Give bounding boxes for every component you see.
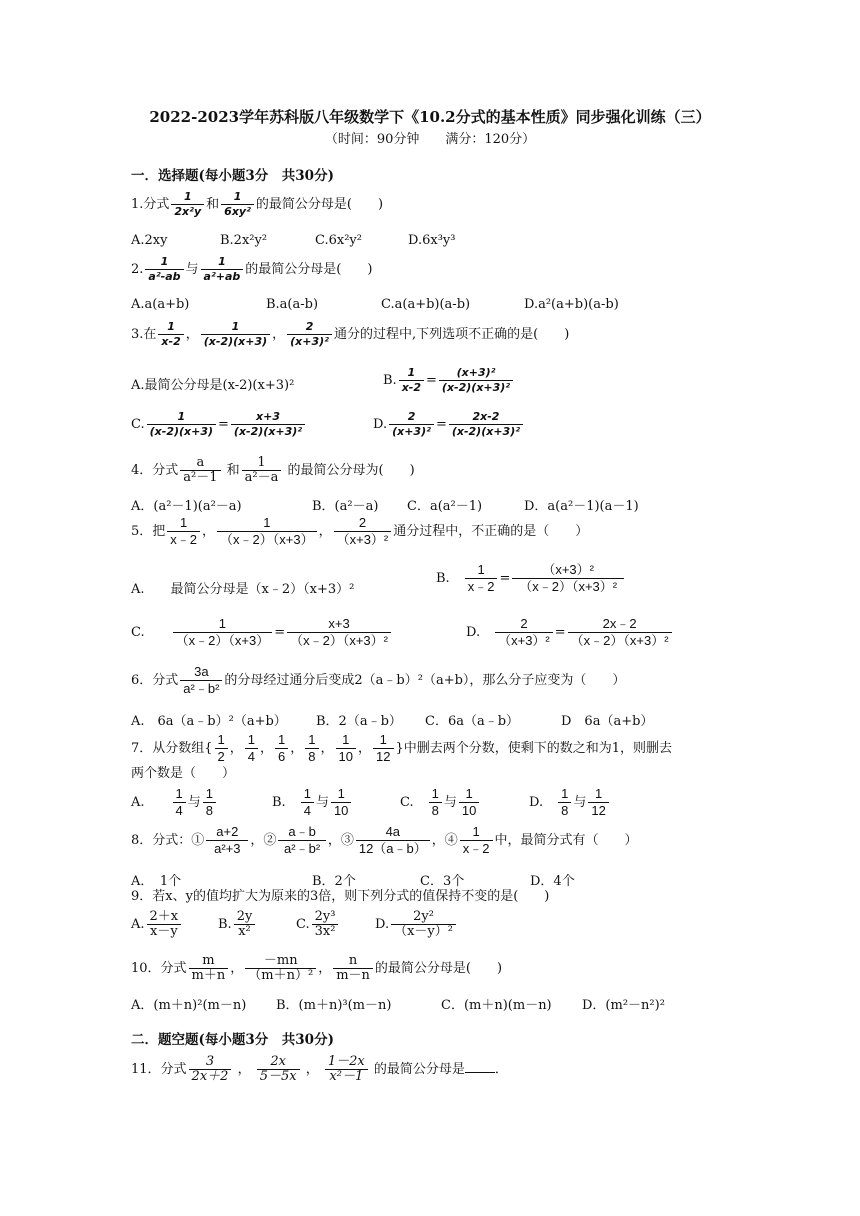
q9-option-c[interactable] <box>296 910 340 939</box>
q7-comma: ， <box>229 741 243 756</box>
q11-answer-blank[interactable] <box>465 1072 495 1073</box>
q7-option-b[interactable] <box>272 786 353 819</box>
q1-joiner: 和 <box>206 197 220 212</box>
q5-option-b[interactable]: B. $\frac{1}{x﹣2}$ = $\frac{\text{（x+3）²}}{\text{（x﹣2）（x+3）²}}$ <box>436 562 626 595</box>
q7-fraction-5: $\frac{1}{10}$ <box>336 732 356 765</box>
q7-comma: ， <box>320 741 334 756</box>
q6-option-a[interactable]: A. 6a（a﹣b）²（a+b） <box>131 714 287 729</box>
q6-option-b[interactable]: B．2（a﹣b） <box>316 714 402 729</box>
q10-option-d[interactable]: D．(m²－n²)² <box>582 998 665 1013</box>
q9-option-a-label: A. <box>131 917 145 932</box>
q3-d-left: $\frac{2}{\text{(x+3)²}}$ <box>389 410 434 439</box>
q8-option-a[interactable]: A． 1个 <box>131 874 182 889</box>
q8-option-b[interactable]: B．2个 <box>312 874 356 889</box>
q2-option-b[interactable]: B.a(a-b) <box>266 297 319 312</box>
q1-prefix: 1.分式 <box>131 197 170 212</box>
q10-comma: ， <box>318 961 332 976</box>
q9-option-b[interactable] <box>218 910 257 939</box>
q7-b-joiner: 与 <box>315 795 329 810</box>
q7-option-d[interactable] <box>529 786 611 819</box>
q1-option-c[interactable]: C.6x²y² <box>315 233 362 248</box>
q8-fraction-4: $\frac{1}{x﹣2}$ <box>460 824 493 857</box>
q2-fraction-1: $\frac{1}{\text{a²-ab}}$ <box>145 255 183 284</box>
q3-option-c[interactable]: C. $\frac{1}{(x-2)(x+3)}$ = $\frac{x+3}{\text{(x-2)(x+3)²}}$ <box>131 410 307 439</box>
q9-option-b-label: B. <box>218 917 232 932</box>
q3-comma-2: ， <box>272 327 286 342</box>
question-5 <box>131 515 588 548</box>
q11-comma: ， <box>305 1062 319 1077</box>
question-1 <box>131 190 383 219</box>
q5-d-right: $\frac{2x﹣2}{\text{（x﹣2）（x+3）²}}$ <box>568 616 672 649</box>
q11-fraction-3: $\frac{1-2x}{\text{x²－1}}$ <box>325 1055 368 1084</box>
q11-prefix: 11．分式 <box>131 1062 187 1077</box>
q9-a-frac: $\frac{2+x}{x-y}$ <box>147 910 182 939</box>
q5-fraction-2: $\frac{1}{(x﹣2)(x+3)}$ <box>217 515 317 548</box>
q5-fraction-1: $\frac{1}{x﹣2}$ <box>167 515 200 548</box>
q7-stem-line-2: 两个数是（ ） <box>131 766 236 781</box>
q9-b-frac: $\frac{2y}{\text{x²}}$ <box>234 910 256 939</box>
q5-c-left: $\frac{1}{(x﹣2)(x+3)}$ <box>173 616 273 649</box>
q11-period: ． <box>494 1062 508 1077</box>
q4-prefix: 4．分式 <box>131 463 179 478</box>
q7-c-frac-1: $\frac{1}{8}$ <box>429 786 442 819</box>
q3-fraction-1: $\frac{1}{x-2}$ <box>158 320 183 349</box>
section-2-heading: 二．题空题(每小题3分 共30分) <box>131 1032 334 1048</box>
q9-d-frac: $\frac{\text{2y²}}{\text{（x－y）²}}$ <box>391 910 456 939</box>
question-10 <box>131 954 502 983</box>
q3-option-d[interactable]: D. $\frac{2}{\text{(x+3)²}}$ = $\frac{2x-2}{\text{(x-2)(x+3)²}}$ <box>373 410 525 439</box>
q9-option-c-label: C. <box>296 917 310 932</box>
q10-fraction-3: $\frac{n}{m-n}$ <box>333 954 373 983</box>
q10-prefix: 10．分式 <box>131 961 187 976</box>
q7-option-c[interactable] <box>400 786 481 819</box>
q9-option-d[interactable] <box>375 910 458 939</box>
q8-stem-end: 中，最简分式有（ ） <box>494 833 638 848</box>
q3-option-d-label: D. <box>373 417 388 432</box>
q5-option-c[interactable]: C. $\frac{1}{(x﹣2)(x+3)}$ = $\frac{x+3}{\text{（x﹣2）（x+3）²}}$ <box>131 616 393 649</box>
q2-prefix: 2. <box>131 262 144 277</box>
q10-fraction-1: $\frac{m}{m+n}$ <box>189 954 229 983</box>
q4-fraction-2: $\frac{1}{\text{a²－a}}$ <box>242 456 282 485</box>
q11-fraction-2: $\frac{2x}{5-5x}$ <box>257 1055 300 1084</box>
q4-joiner: 和 <box>226 463 240 478</box>
q6-option-d[interactable]: D 6a（a+b） <box>561 714 654 729</box>
q3-option-a[interactable]: A.最简公分母是(x-2)(x+3)² <box>131 378 295 393</box>
q3-b-right: $\frac{\text{(x+3)²}}{\text{(x-2)(x+3)²}}$ <box>439 366 513 395</box>
q8-option-c[interactable]: C．3个 <box>420 874 465 889</box>
q6-prefix: 6．分式 <box>131 673 179 688</box>
q7-comma: ， <box>290 741 304 756</box>
q4-option-d[interactable]: D．a(a²－1)(a－1) <box>524 499 639 514</box>
q7-a-frac-1: $\frac{1}{4}$ <box>173 786 186 819</box>
page-subtitle: （时间：90分钟 满分：120分） <box>324 132 536 147</box>
q7-c-joiner: 与 <box>443 795 457 810</box>
q2-option-d[interactable]: D.a²(a+b)(a-b) <box>524 297 619 312</box>
q7-a-joiner: 与 <box>187 795 201 810</box>
q2-joiner: 与 <box>185 262 199 277</box>
q3-prefix: 3.在 <box>131 327 157 342</box>
q1-option-b[interactable]: B.2x²y² <box>220 233 268 248</box>
q7-option-a-label: A. <box>131 795 145 810</box>
q5-option-c-label: C. <box>131 625 145 640</box>
q1-stem-end: 的最简公分母是( ) <box>255 197 384 212</box>
q3-option-b[interactable]: B. $\frac{1}{x-2}$ = $\frac{\text{(x+3)²}}{\text{(x-2)(x+3)²}}$ <box>383 366 515 395</box>
q5-stem-end: 通分过程中，不正确的是（ ） <box>393 524 589 539</box>
q4-fraction-1: $\frac{a}{\text{a²－1}}$ <box>180 456 220 485</box>
q11-stem-end: 的最简公分母是 <box>373 1062 465 1077</box>
question-8 <box>131 824 638 857</box>
q5-comma-2: ， <box>318 524 332 539</box>
q3-option-b-label: B. <box>383 373 397 388</box>
q10-option-c[interactable]: C．(m＋n)(m－n) <box>441 998 552 1013</box>
q5-option-d-label: D. <box>466 625 481 640</box>
q10-option-b[interactable]: B．(m＋n)³(m－n) <box>276 998 392 1013</box>
q2-stem-end: 的最简公分母是( ) <box>245 262 373 277</box>
q6-option-c[interactable]: C．6a（a﹣b） <box>425 714 520 729</box>
q2-option-c[interactable]: C.a(a+b)(a-b) <box>381 297 471 312</box>
q3-option-c-label: C. <box>131 417 145 432</box>
q7-fraction-1: $\frac{1}{2}$ <box>215 732 228 765</box>
q5-option-a[interactable]: A. 最简公分母是（x﹣2）（x+3）² <box>131 582 355 597</box>
q7-option-d-label: D. <box>529 795 544 810</box>
q5-d-left: $\frac{2}{\text{（x+3）²}}$ <box>495 616 553 649</box>
q7-fraction-6: $\frac{1}{12}$ <box>373 732 393 765</box>
q3-d-right: $\frac{2x-2}{\text{(x-2)(x+3)²}}$ <box>449 410 523 439</box>
question-3 <box>131 320 569 349</box>
q7-comma: ， <box>260 741 274 756</box>
q4-stem-end: 的最简公分母为( ) <box>287 463 415 478</box>
q5-option-b-label: B. <box>436 571 450 586</box>
q3-fraction-2: $\frac{1}{(x-2)(x+3)}$ <box>201 320 270 349</box>
page-title: 2022-2023学年苏科版八年级数学下《10.2分式的基本性质》同步强化训练（三） <box>149 108 711 126</box>
q7-d-frac-1: $\frac{1}{8}$ <box>558 786 571 819</box>
q8-option-d[interactable]: D．4个 <box>530 874 575 889</box>
q5-fraction-3: $\frac{2}{\text{（x+3）²}}$ <box>334 515 392 548</box>
q7-b-frac-2: $\frac{1}{10}$ <box>331 786 351 819</box>
q11-comma: ， <box>237 1062 251 1077</box>
q1-fraction-1: $\frac{1}{\text{2x²y}}$ <box>171 190 204 219</box>
q8-fraction-2: $\frac{a﹣b}{\text{a²﹣b²}}$ <box>278 824 325 857</box>
q4-option-b[interactable]: B．(a²－a) <box>312 499 379 514</box>
q7-option-c-label: C. <box>400 795 414 810</box>
question-2 <box>131 255 372 284</box>
q3-c-right: $\frac{x+3}{\text{(x-2)(x+3)²}}$ <box>231 410 305 439</box>
q2-option-a[interactable]: A.a(a+b) <box>131 297 190 312</box>
q9-option-a[interactable] <box>131 910 183 939</box>
q8-fraction-1: $\frac{a+2}{\text{a²+3}}$ <box>206 824 248 857</box>
q10-comma: ， <box>230 961 244 976</box>
q10-fraction-2: $\frac{-mn}{\text{（m＋n）²}}$ <box>245 954 316 983</box>
q7-fraction-2: $\frac{1}{4}$ <box>245 732 258 765</box>
question-9: 9．若x、y的值均扩大为原来的3倍，则下列分式的值保持不变的是( ) <box>131 889 550 904</box>
q1-fraction-2: $\frac{1}{\text{6xy²}}$ <box>221 190 254 219</box>
question-6 <box>131 664 625 697</box>
q7-option-b-label: B. <box>272 795 286 810</box>
q9-c-frac: $\frac{\text{2y³}}{\text{3x²}}$ <box>312 910 339 939</box>
q5-option-d[interactable]: D. $\frac{2}{\text{（x+3）²}}$ = $\frac{2x﹣2}{\text{（x﹣2）（x+3）²}}$ <box>466 616 674 649</box>
q3-c-left: $\frac{1}{(x-2)(x+3)}$ <box>147 410 216 439</box>
q7-b-frac-1: $\frac{1}{4}$ <box>301 786 314 819</box>
q8-marker-3: ，③ <box>327 833 354 848</box>
q5-comma-1: ， <box>202 524 216 539</box>
q4-option-c[interactable]: C．a(a²－1) <box>407 499 483 514</box>
q2-fraction-2: $\frac{1}{\text{a²+ab}}$ <box>201 255 244 284</box>
q7-c-frac-2: $\frac{1}{10}$ <box>459 786 479 819</box>
q9-option-d-label: D. <box>375 917 390 932</box>
q8-fraction-3: $\frac{4a}{12(a﹣b)}$ <box>356 824 430 857</box>
q7-comma: ， <box>358 741 372 756</box>
q7-fraction-4: $\frac{1}{8}$ <box>305 732 318 765</box>
q7-a-frac-2: $\frac{1}{8}$ <box>203 786 216 819</box>
q7-d-frac-2: $\frac{1}{12}$ <box>588 786 608 819</box>
q1-option-d[interactable]: D.6x³y³ <box>408 233 456 248</box>
question-4 <box>131 456 415 485</box>
q5-prefix: 5．把 <box>131 524 166 539</box>
q8-marker-4: ，④ <box>431 833 458 848</box>
q5-b-left: $\frac{1}{x﹣2}$ <box>465 562 498 595</box>
q6-stem-end: 的分母经过通分后变成2（a﹣b）²（a+b），那么分子应变为（ ） <box>224 673 626 688</box>
section-1-heading: 一．选择题(每小题3分 共30分) <box>131 168 334 184</box>
q5-c-right: $\frac{x+3}{\text{（x﹣2）（x+3）²}}$ <box>287 616 391 649</box>
q1-option-a[interactable]: A.2xy <box>131 233 168 248</box>
q8-prefix: 8．分式：① <box>131 833 205 848</box>
question-7 <box>131 732 672 765</box>
q6-fraction: $\frac{3a}{\text{a²﹣b²}}$ <box>180 664 222 697</box>
q5-b-right: $\frac{\text{（x+3）²}}{\text{（x﹣2）（x+3）²}}$ <box>512 562 624 595</box>
q10-stem-end: 的最简公分母是( ) <box>374 961 503 976</box>
q7-prefix: 7．从分数组{ <box>131 741 213 756</box>
q3-comma-1: ， <box>185 327 199 342</box>
q7-option-a[interactable] <box>131 786 218 819</box>
question-11 <box>131 1055 508 1084</box>
q3-b-left: $\frac{1}{x-2}$ <box>399 366 424 395</box>
q4-option-a[interactable]: A．(a²－1)(a²－a) <box>131 499 242 514</box>
q7-fraction-3: $\frac{1}{6}$ <box>275 732 288 765</box>
q8-marker-2: ，② <box>250 833 277 848</box>
q3-stem-end: 通分的过程中,下列选项不正确的是( ) <box>334 327 570 342</box>
q7-d-joiner: 与 <box>573 795 587 810</box>
q11-fraction-1: $\frac{3}{2x+2}$ <box>189 1055 232 1084</box>
q10-option-a[interactable]: A．(m＋n)²(m－n) <box>131 998 247 1013</box>
q3-fraction-3: $\frac{2}{\text{(x+3)²}}$ <box>287 320 332 349</box>
q7-stem-end: }中删去两个分数，使剩下的数之和为1，则删去 <box>395 741 673 756</box>
